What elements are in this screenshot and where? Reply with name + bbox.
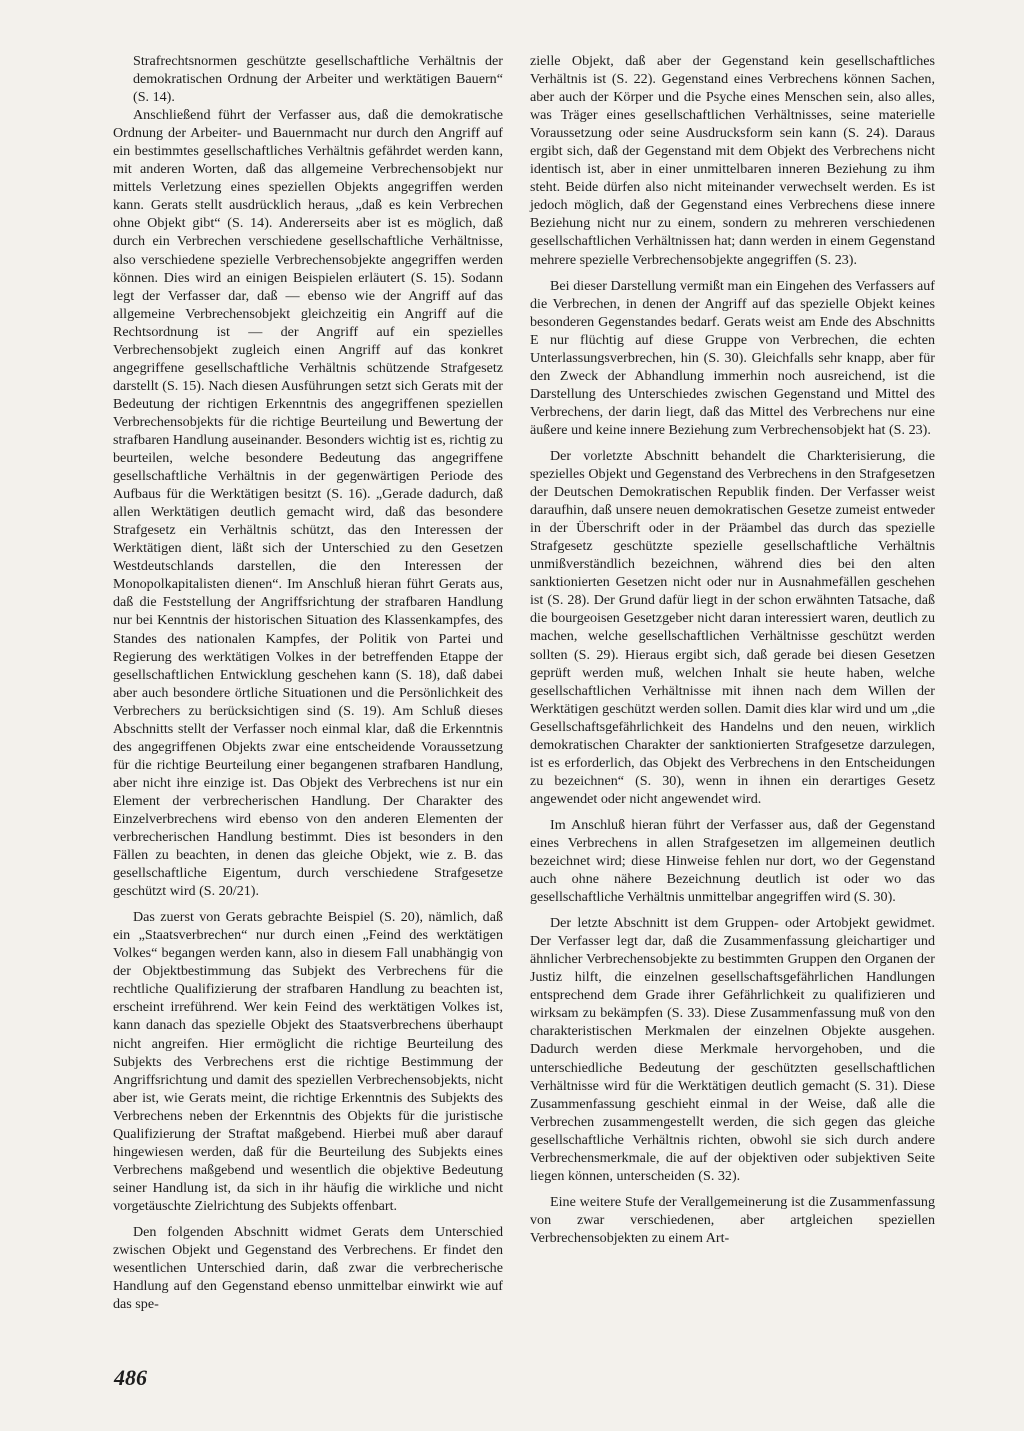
paragraph: Strafrechtsnormen geschützte gesellschaftliche Verhältnis der demokratischen Ordnung der Arbeiter und werktätigen Bauern“ (S. 14). (133, 53, 503, 106)
paragraph: zielle Objekt, daß aber der Gegenstand kein gesellschaftliches Verhältnis ist (S. 22). Gegenstand eines Verbrechens können Sachen, aber auch der Körper und die Psyche eines Menschen sein, also alles, was Träger eines gesellschaftlichen Verhältnisses, seine materielle Voraussetzung oder seine Ausdrucksform sein kann (S. 24). Daraus ergibt sich, daß der Gegenstand mit dem Objekt des Verbrechens nicht identisch ist, aber in einer unmittelbaren inneren Beziehung zu ihm steht. Beide dürfen also nicht miteinander verwechselt werden. Es ist jedoch möglich, daß der Gegenstand eines Verbrechens diese innere Beziehung nicht nur zu einem, sondern zu mehreren verschiedenen gesellschaftlichen Verhältnissen hat; dann werden in einem Gegenstand mehrere spezielle Verbrechensobjekte angegriffen (S. 23). (530, 53, 935, 268)
paragraph: Der letzte Abschnitt ist dem Gruppen- oder Artobjekt gewidmet. Der Verfasser legt dar, daß die Zusammenfassung gleichartiger und ähnlicher Verbrechensobjekte zu bestimmten Gruppen den Organen der Justiz hilft, die einzelnen gesellschaftsgefährlichen Handlungen entsprechend dem Grade ihrer Gefährlichkeit zu qualifizieren und wirksam zu bekämpfen (S. 33). Diese Zusammenfassung muß von den charakteristischen Merkmalen der einzelnen Objekte ausgehen. Dadurch werden diese Merkmale hervorgehoben, und die unterschiedliche Bedeutung der geschützten gesellschaftlichen Verhältnisse wird für die Werktätigen deutlich gemacht (S. 31). Diese Zusammenfassung geschieht einmal in der Weise, daß alle die Verbrechen zusammengestellt werden, die sich gegen das gleiche gesellschaftliche Verhältnis richten, obwohl sie sich durch andere Verbrechensmerkmale, die auf der objektiven oder subjektiven Seite liegen können, unterscheiden (S. 32). (530, 915, 935, 1184)
paragraph: Im Anschluß hieran führt der Verfasser aus, daß der Gegenstand eines Verbrechens in allen Strafgesetzen im allgemeinen deutlich bezeichnet wird; diese Hinweise fehlen nur dort, wo der Gegenstand auch ohne nähere Bezeichnung deutlich ist oder wo das gesellschaftliche Verhältnis unmittelbar angegriffen wird (S. 30). (530, 816, 935, 906)
page-number: 486 (114, 1365, 147, 1390)
paragraph: Bei dieser Darstellung vermißt man ein Eingehen des Verfassers auf die Verbrechen, in denen der Angriff auf das spezielle Objekt keines besonderen Gegenstandes bedarf. Gerats weist am Ende des Abschnitts E nur flüchtig auf diese Gruppe von Verbrechen, die echten Unterlassungsverbrechen, hin (S. 30). Gleichfalls sehr knapp, aber für den Zweck der Abhandlung immerhin noch ausreichend, ist die Darstellung des Unterschiedes zwischen Gegenstand und Mittel des Verbrechens, der darin liegt, daß das Mittel des Verbrechens nur eine äußere und keine innere Beziehung zum Verbrechensobjekt hat (S. 23). (530, 277, 935, 438)
right-column (530, 52, 935, 1255)
paragraph: Das zuerst von Gerats gebrachte Beispiel (S. 20), nämlich, daß ein „Staatsverbrechen“ nur durch einen „Feind des werktätigen Volkes“ begangen werden kann, also in diesem Fall unabhängig von der Objektbestimmung das Subjekt des Verbrechens für die rechtliche Qualifizierung der strafbaren Handlung zu beachten ist, erscheint irreführend. Wer kein Feind des werktätigen Volkes ist, kann danach das spezielle Objekt des Staatsverbrechens überhaupt nicht angreifen. Hier ermöglicht die richtige Beurteilung des Subjekts des Verbrechens erst die richtige Bestimmung der Angriffsrichtung und damit des speziellen Verbrechensobjekts, nicht aber ist, wie Gerats meint, die richtige Erkenntnis des Subjekts des Verbrechens neben der Erkenntnis des Objekts für die juristische Qualifizierung der Straftat maßgebend. Hierbei muß aber darauf hingewiesen werden, daß für die Beurteilung des Subjekts eines Verbrechens maßgebend und wesentlich die objektive Bedeutung seiner Handlung ist, da sich in ihr häufig die wirkliche und nicht vorgetäuschte Zielrichtung des Subjekts offenbart. (113, 909, 503, 1214)
paragraph: Eine weitere Stufe der Verallgemeinerung ist die Zusammenfassung von zwar verschiedenen, aber artgleichen speziellen Verbrechensobjekten zu einem Art- (530, 1193, 935, 1246)
paragraph: Den folgenden Abschnitt widmet Gerats dem Unterschied zwischen Objekt und Gegenstand des Verbrechens. Er findet den wesentlichen Unterschied darin, daß zwar die verbrecherische Handlung auf den Gegenstand ebenso unmittelbar einwirkt wie auf das spe- (113, 1224, 503, 1313)
left-column (113, 52, 503, 1321)
paragraph: Der vorletzte Abschnitt behandelt die Charkterisierung, die spezielles Objekt und Gegenstand des Verbrechens in den Strafgesetzen der Deutschen Demokratischen Republik finden. Der Verfasser weist daraufhin, daß unsere neuen demokratischen Gesetze zumeist entweder in der Überschrift oder in der Präambel das durch das spezielle Strafgesetz geschützte spezielle gesellschaftliche Verhältnis unmißverständlich bezeichnen, während dies bei den alten sanktionierten Gesetzen nicht oder nur in Ausnahmefällen geschehen ist (S. 28). Der Grund dafür liegt in der schon erwähnten Tatsache, daß die bourgeoisen Gesetzgeber nicht daran interessiert waren, deutlich zu machen, welche gesellschaftlichen Verhältnisse geschützt werden sollten (S. 29). Hieraus ergibt sich, daß gerade bei diesen Gesetzen geprüft werden muß, welchen Inhalt sie heute haben, welche gesellschaftlichen Verhältnisse mit ihnen nach dem Willen der Werktätigen geschützt werden sollen. Damit dies klar wird und um „die Gesellschaftsgefährlichkeit des Handelns und den neuen, wirklich demokratischen Charakter der sanktionierten Strafgesetze darzulegen, ist es erforderlich, das Objekt des Verbrechens in den Entscheidungen zu bezeichnen“ (S. 30), wenn in ihnen ein derartiges Gesetz angewendet oder nicht angewendet wird. (530, 447, 935, 807)
paragraph: Anschließend führt der Verfasser aus, daß die demokratische Ordnung der Arbeiter- und Bauernmacht nur durch den Angriff auf ein bestimmtes gesellschaftliches Verhältnis gefährdet werden kann, mit anderen Worten, daß das allgemeine Verbrechensobjekt nur mittels Verletzung eines speziellen Objekts angegriffen werden kann. Gerats stellt ausdrücklich heraus, „daß es kein Verbrechen ohne Objekt gibt“ (S. 14). Andererseits aber ist es möglich, daß durch ein Verbrechen verschiedene gesellschaftliche Verhältnisse, also verschiedene spezielle Verbrechensobjekte angegriffen werden können. Dies wird an einigen Beispielen erläutert (S. 15). Sodann legt der Verfasser dar, daß — ebenso wie der Angriff auf das allgemeine Verbrechensobjekt gleichzeitig ein Angriff auf die Rechtsordnung ist — der Angriff auf ein spezielles Verbrechensobjekt zugleich einen Angriff auf das konkret angegriffene gesellschaftliche Verhältnis schützende Strafgesetz darstellt (S. 15). Nach diesen Ausführungen setzt sich Gerats mit der Bedeutung der richtigen Erkenntnis des angegriffenen speziellen Verbrechensobjekts für die richtige Beurteilung und Bewertung der strafbaren Handlung auseinander. Besonders wichtig ist es, richtig zu beurteilen, welche besondere Bedeutung das angegriffene gesellschaftliche Verhältnis in der gegenwärtigen Periode des Aufbaus für die Werktätigen besitzt (S. 16). „Gerade dadurch, daß allen Werktätigen deutlich gemacht wird, daß das besondere Strafgesetz ein Verhältnis schützt, das den Interessen der Werktätigen dient, läßt sich der Unterschied zu den Gesetzen Westdeutschlands darstellen, die den Interessen der Monopolkapitalisten dienen“. Im Anschluß hieran führt Gerats aus, daß die Feststellung der Angriffsrichtung der strafbaren Handlung nur bei Kenntnis der historischen Situation des Klassenkampfes, des Standes des nationalen Kampfes, der Politik von Partei und Regierung des werktätigen Volkes in der betreffenden Etappe der gesellschaftlichen Entwicklung geschehen kann (S. 18), daß dabei aber auch besondere örtliche Situationen und die Persönlichkeit des Verbrechers zu berücksichtigen sind (S. 19). Am Schluß dieses Abschnitts stellt der Verfasser noch einmal klar, daß die Erkenntnis des angegriffenen Objekts zwar eine entscheidende Voraussetzung für die richtige Beurteilung einer begangenen strafbaren Handlung, aber nicht ihre einzige ist. Das Objekt des Verbrechens ist nur ein Element der verbrecherischen Handlung. Der Charakter des Einzelverbrechens wird ebenso von den anderen Elementen der verbrecherischen Handlung bestimmt. Dies ist besonders in den Fällen zu beachten, in denen das gleiche Objekt, wie z. B. das gesellschaftliche Eigentum, durch verschiedene Strafgesetze geschützt wird (S. 20/21). (113, 107, 503, 900)
